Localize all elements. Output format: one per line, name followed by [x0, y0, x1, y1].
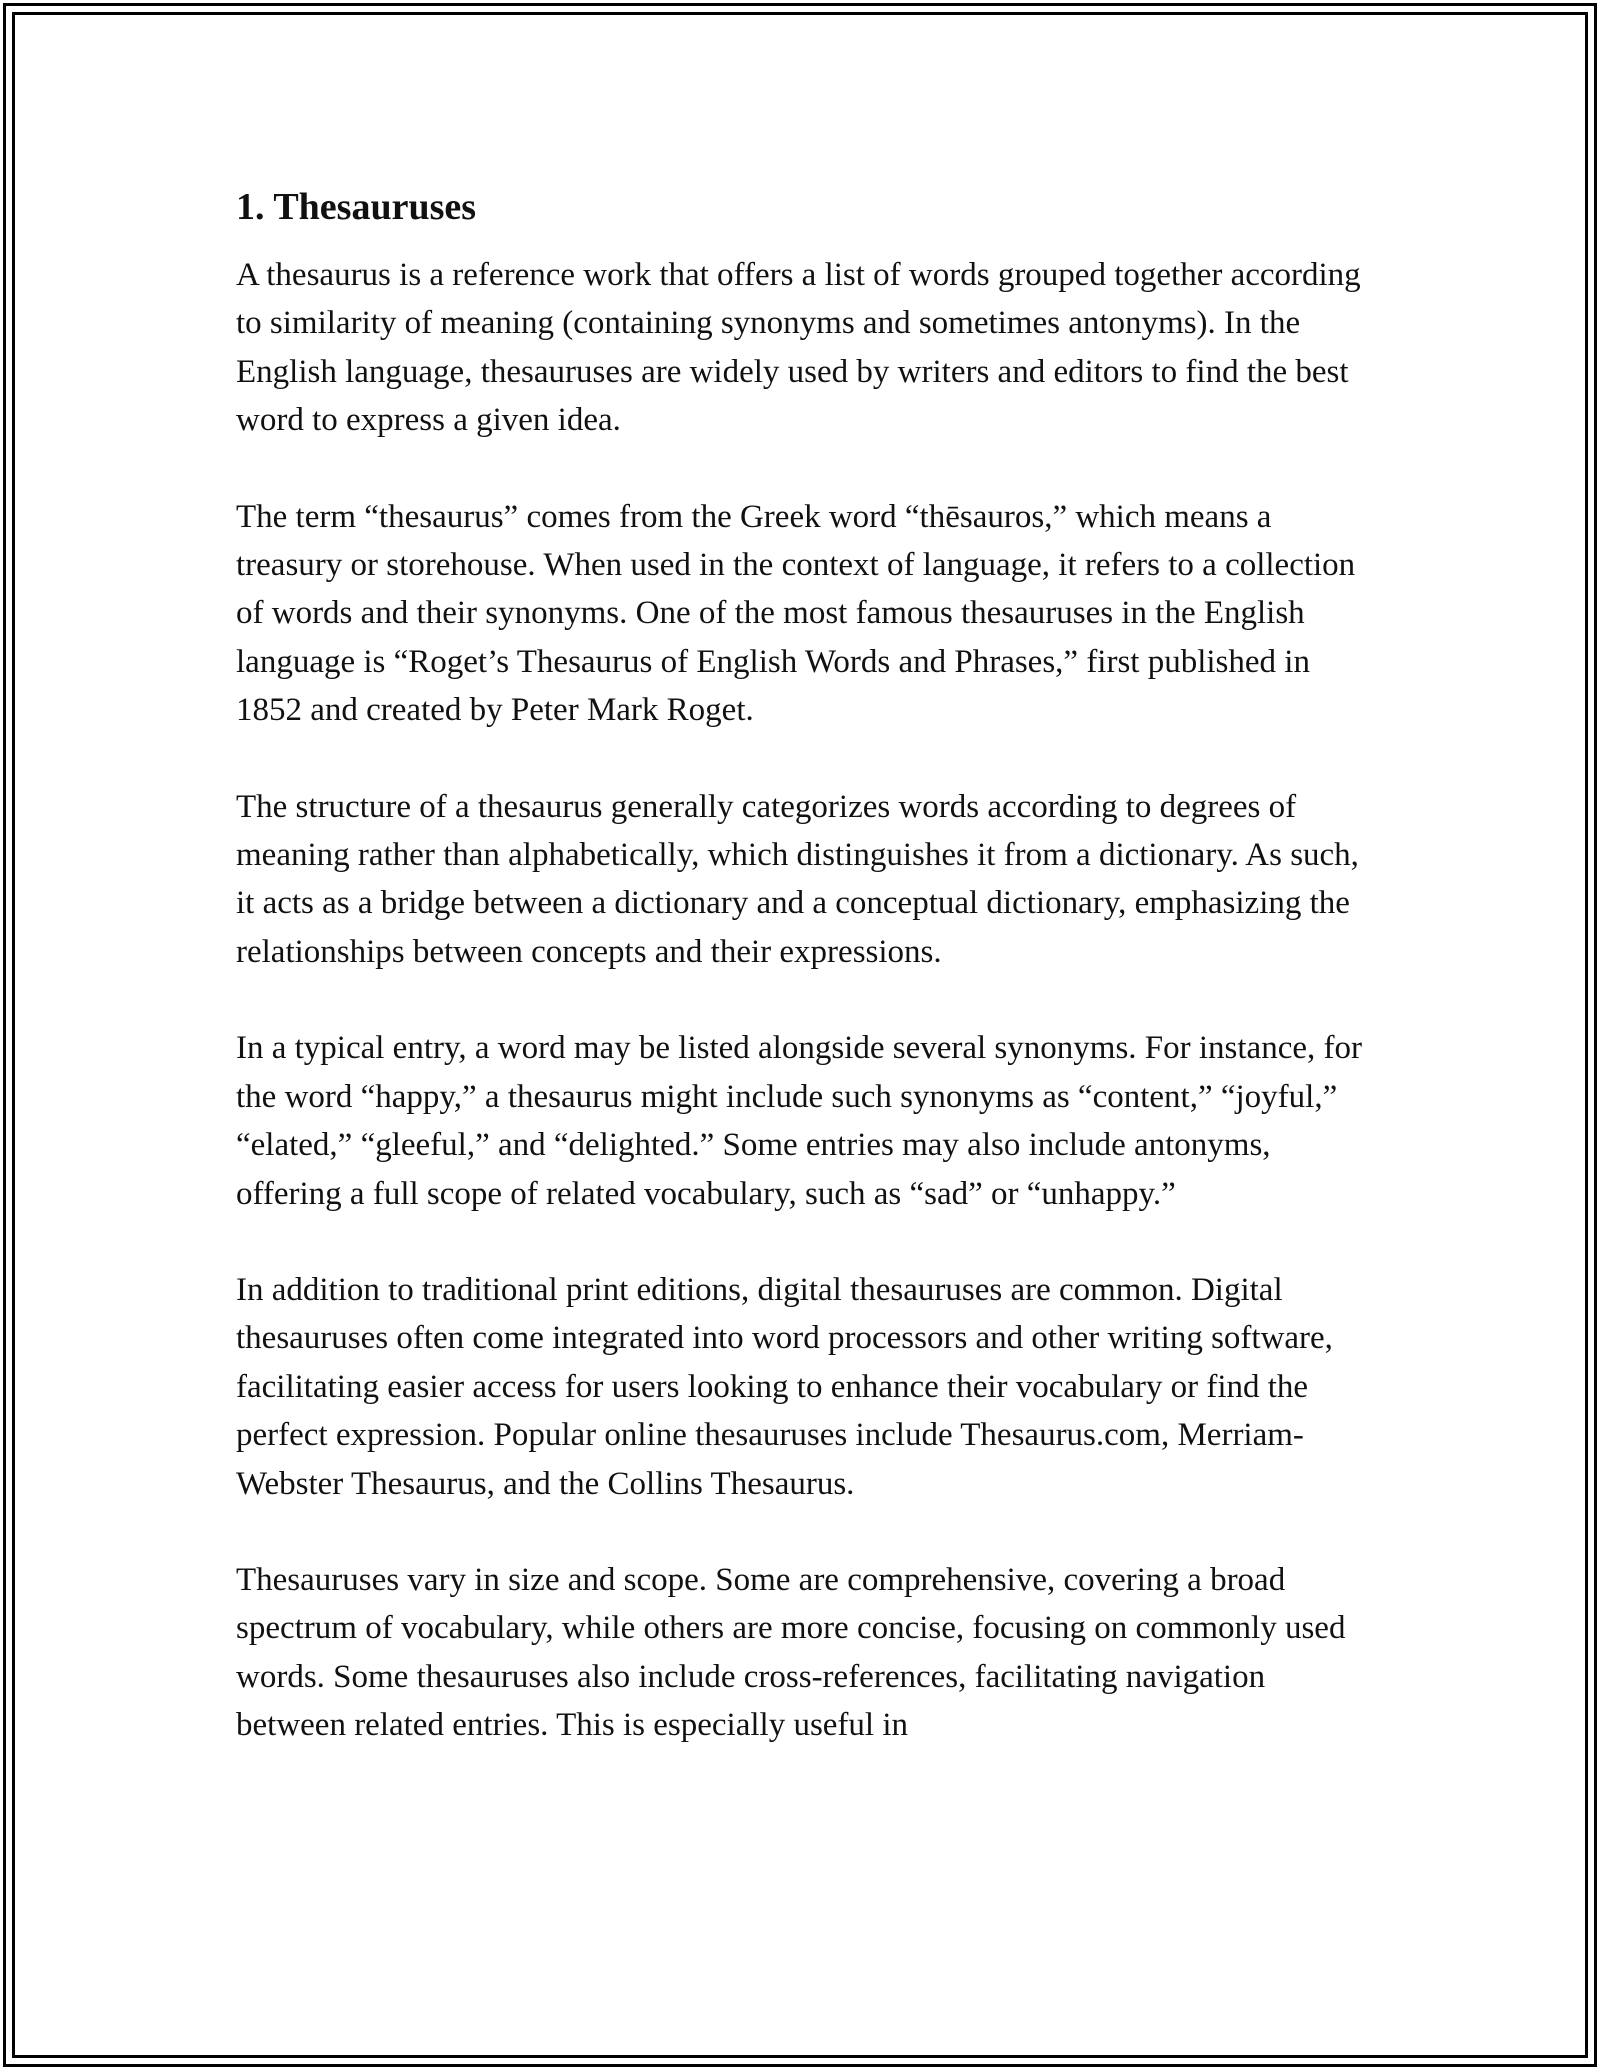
paragraph-typical-entry: In a typical entry, a word may be listed alongside several synonyms. For instance, for the word “happy,” a thesaurus might include such synonyms as “content,” “joyful,” “elated,” “gleeful,” and “delighted.” Some entries may also include antonyms, offering a full scope of related vocabulary, such as “sad” or “unhappy.”: [236, 1030, 1362, 1212]
paragraph-size-scope: Thesauruses vary in size and scope. Some are comprehensive, covering a broad spectrum of vocabulary, while others are more concise, focusing on commonly used words. Some thesauruses also include cross-references, facilitating navigation between related entries. This is especially useful in: [236, 1561, 1346, 1744]
paragraph-digital: In addition to traditional print editions, digital thesauruses are common. Digital thesauruses often come integrated into word processors and other writing software, facilitating easier access for users looking to enhance their vocabulary or find the perfect expression. Popular online thesauruses include Thesaurus.com, Merriam-Webster Thesaurus, and the Collins Thesaurus.: [236, 1271, 1333, 1502]
paragraph-etymology: The term “thesaurus” comes from the Greek word “thēsauros,” which means a treasury or storehouse. When used in the context of language, it refers to a collection of words and their synonyms. One of the most famous thesauruses in the English language is “Roget’s Thesaurus of English Words and Phrases,” first published in 1852 and created by Peter Mark Roget.: [236, 498, 1356, 729]
section-heading: 1. Thesauruses: [236, 186, 477, 228]
paragraph-structure: The structure of a thesaurus generally categorizes words according to degrees of meaning rather than alphabetically, which distinguishes it from a dictionary. As such, it acts as a bridge between a dictionary and a conceptual dictionary, emphasizing the relationships between concepts and their expressions.: [236, 788, 1359, 970]
document-body: [236, 185, 1376, 1798]
paragraph-definition: A thesaurus is a reference work that offers a list of words grouped together according to similarity of meaning (containing synonyms and sometimes antonyms). In the English language, thesauruses are widely used by writers and editors to find the best word to express a given idea.: [236, 257, 1361, 439]
